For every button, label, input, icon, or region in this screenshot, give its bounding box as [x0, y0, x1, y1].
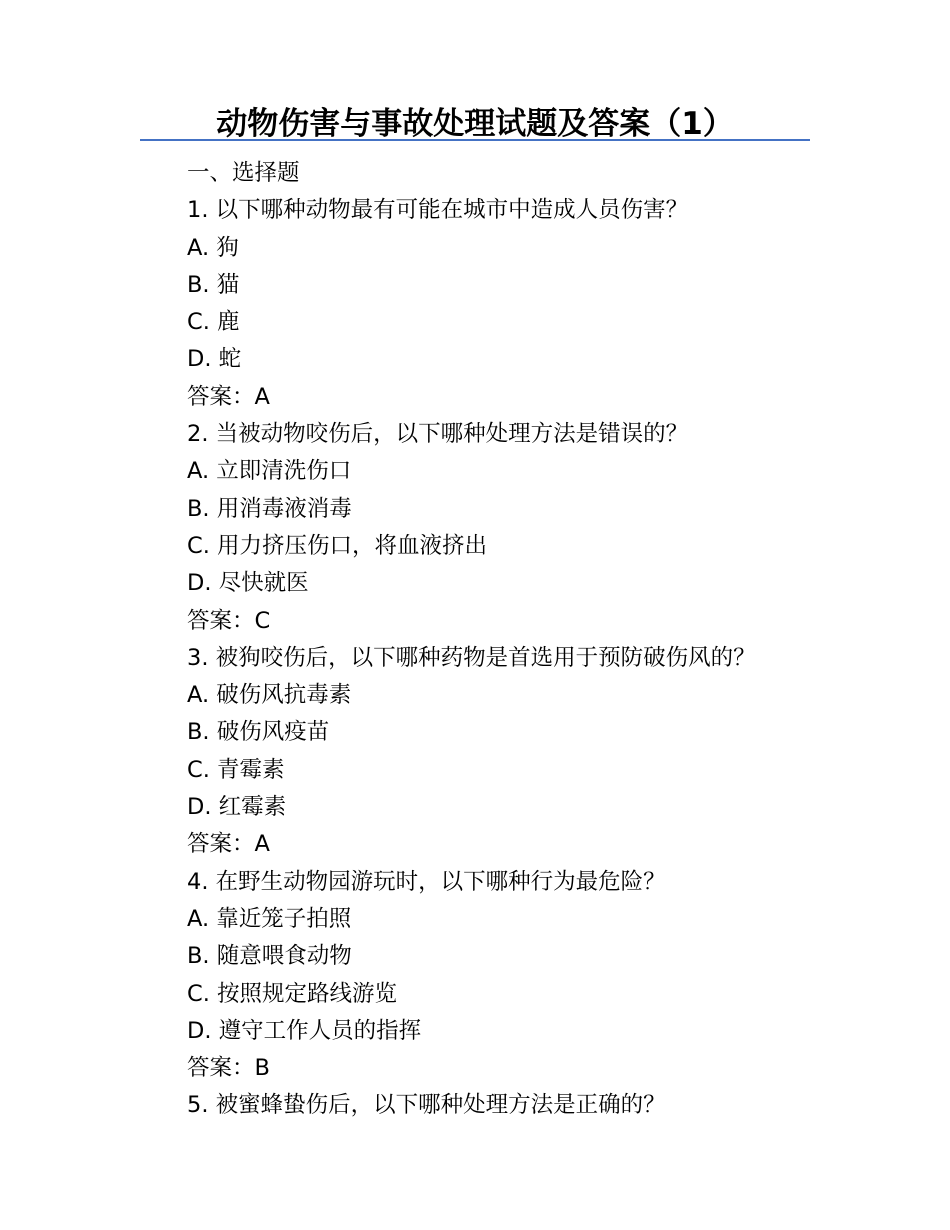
section-heading: 一、选择题: [187, 160, 300, 186]
option-c: C. 按照规定路线游览: [187, 980, 398, 1007]
option-a: A. 狗: [187, 234, 239, 261]
question-2: [187, 416, 827, 640]
option-b: B. 随意喂食动物: [187, 943, 352, 970]
question-text: 4. 在野生动物园游玩时，以下哪种行为最危险？: [187, 868, 666, 895]
page-title: 动物伤害与事故处理试题及答案（1）: [216, 106, 734, 142]
question-text: 2. 当被动物咬伤后，以下哪种处理方法是错误的？: [187, 421, 689, 448]
answer-line: [187, 1050, 827, 1087]
option-b: B. 猫: [187, 271, 240, 298]
option-d: D. 红霉素: [187, 794, 287, 821]
option-a: A. 立即清洗伤口: [187, 458, 352, 485]
answer-prefix: 答案：: [187, 607, 255, 634]
question-text: 3. 被狗咬伤后，以下哪种药物是首选用于预防破伤风的？: [187, 644, 756, 671]
answer-value: A: [254, 831, 270, 858]
answer-value: C: [254, 607, 271, 634]
option-c: C. 鹿: [187, 309, 240, 336]
answer-line: [187, 826, 827, 863]
document-body: [187, 155, 827, 1125]
title-underline: [140, 139, 810, 141]
option-c: C. 青霉素: [187, 756, 285, 783]
option-d: D. 尽快就医: [187, 570, 309, 597]
answer-value: A: [254, 383, 270, 410]
question-1: [187, 192, 827, 416]
option-b: B. 破伤风疫苗: [187, 719, 330, 746]
question-5: [187, 1087, 827, 1124]
answer-value: B: [254, 1055, 270, 1082]
option-a: A. 破伤风抗毒素: [187, 682, 352, 709]
question-3: [187, 640, 827, 864]
answer-prefix: 答案：: [187, 1055, 255, 1082]
answer-line: [187, 379, 827, 416]
option-d: D. 蛇: [187, 346, 242, 373]
question-4: [187, 864, 827, 1088]
question-text: 5. 被蜜蜂蛰伤后，以下哪种处理方法是正确的？: [187, 1092, 666, 1119]
option-a: A. 靠近笼子拍照: [187, 905, 352, 932]
option-b: B. 用消毒液消毒: [187, 495, 352, 522]
question-text: 1. 以下哪种动物最有可能在城市中造成人员伤害？: [187, 197, 689, 224]
answer-line: [187, 603, 827, 640]
answer-prefix: 答案：: [187, 383, 255, 410]
option-d: D. 遵守工作人员的指挥: [187, 1017, 422, 1044]
answer-prefix: 答案：: [187, 831, 255, 858]
option-c: C. 用力挤压伤口，将血液挤出: [187, 532, 488, 559]
